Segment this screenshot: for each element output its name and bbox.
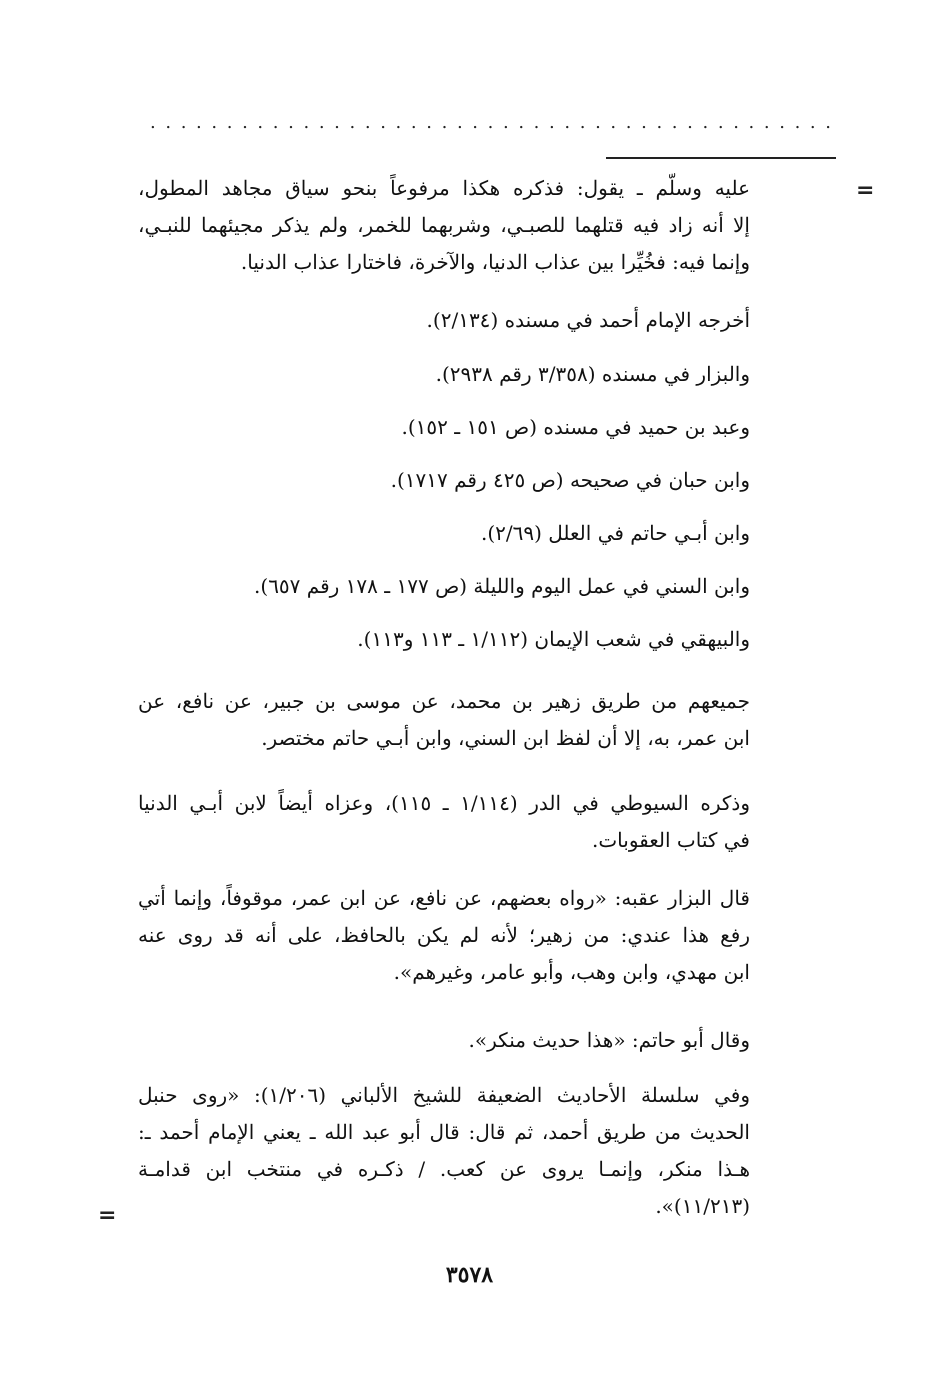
reference-bayhaqi: والبيهقي في شعب الإيمان (١/١١٢ ـ ١١٣ و١١٣). (357, 627, 750, 651)
paragraph-chain (138, 683, 750, 757)
text-line: وإنما فيه: فخُيِّرا بين عذاب الدنيا، والآخرة، فاختارا عذاب الدنيا. (240, 250, 750, 274)
text-line: في كتاب العقوبات. (591, 828, 750, 852)
text-line: (١١/٢١٣)». (655, 1194, 750, 1218)
text-line: وذكره السيوطي في الدر (١/١١٤ ـ ١١٥)، وعزاه أيضاً لابن أبـي الدنيا (138, 791, 750, 815)
text-line: إلا أنه زاد فيه قتلهما للصبـي، وشربهما للخمر، ولم يذكر مجيئهما للنبـي، (138, 213, 750, 237)
text-line: وفي سلسلة الأحاديث الضعيفة للشيخ الألباني (١/٢٠٦): «روى حنبل (138, 1083, 750, 1107)
paragraph-abu-hatim (138, 1022, 750, 1059)
text-line: قال البزار عقبه: «رواه بعضهم، عن نافع، عن ابن عمر، موقوفاً، وإنما أتي (138, 886, 750, 910)
text-line: رفع هذا عندي: من زهير؛ لأنه لم يكن بالحافظ، على أنه قد روى عنه (138, 923, 750, 947)
margin-mark-bottom: = (98, 1203, 117, 1228)
header-dotted-rule: . . . . . . . . . . . . . . . . . . . . . . . . . . . . . . . . . . . . . . . . . . . . . (150, 112, 832, 133)
paragraph-bazzar-quote (138, 880, 750, 991)
text-line: ابن عمر، به، إلا أن لفظ ابن السني، وابن أبـي حاتم مختصر. (261, 726, 750, 750)
paragraph-intro (138, 170, 750, 281)
reference-abd-bin-humaid: وعبد بن حميد في مسنده (ص ١٥١ ـ ١٥٢). (401, 415, 750, 439)
reference-ibn-abi-hatim: وابن أبـي حاتم في العلل (٢/٦٩). (480, 521, 750, 545)
paragraph-albani (138, 1077, 750, 1225)
text-line: عليه وسلّم ـ يقول: فذكره هكذا مرفوعاً بنحو سياق مجاهد المطول، (138, 176, 750, 200)
text-line: وقال أبو حاتم: «هذا حديث منكر». (468, 1028, 750, 1052)
text-line: هـذا منكر، وإنمـا يروى عن كعب. / ذكـره في منتخب ابن قدامـة (138, 1157, 750, 1181)
reference-ibn-alsunni: وابن السني في عمل اليوم والليلة (ص ١٧٧ ـ ١٧٨ رقم ٦٥٧). (254, 574, 750, 598)
page-number: ٣٥٧٨ (445, 1262, 494, 1288)
reference-ahmad: أخرجه الإمام أحمد في مسنده (٢/١٣٤). (426, 308, 750, 332)
margin-mark-top: = (856, 178, 875, 203)
text-line: الحديث من طريق أحمد، ثم قال: قال أبو عبد الله ـ يعني الإمام أحمد ـ: (138, 1120, 750, 1144)
text-line: ابن مهدي، وابن وهب، وأبو عامر، وغيرهم». (393, 960, 750, 984)
paragraph-suyuti (138, 785, 750, 859)
reference-ibn-hibban: وابن حبان في صحيحه (ص ٤٢٥ رقم ١٧١٧). (390, 468, 750, 492)
footnote-separator-line (606, 157, 836, 159)
text-line: جميعهم من طريق زهير بن محمد، عن موسى بن جبير، عن نافع، عن (138, 689, 750, 713)
reference-bazzar: والبزار في مسنده (٣/٣٥٨ رقم ٢٩٣٨). (435, 362, 750, 386)
